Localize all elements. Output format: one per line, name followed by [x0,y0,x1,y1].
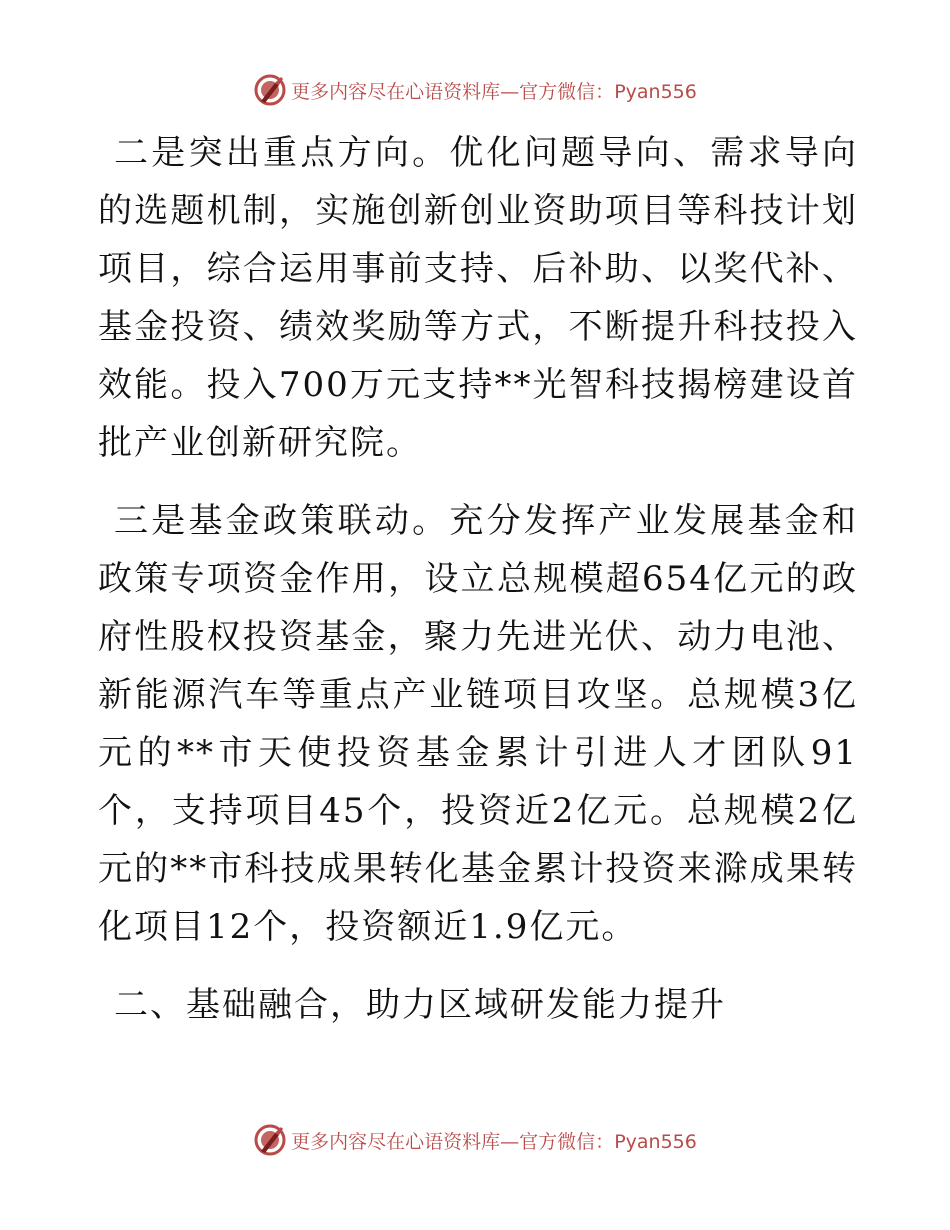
section-heading: 二、基础融合，助力区域研发能力提升 [114,985,726,1025]
banner-text [291,77,697,104]
banner-text [291,1127,697,1154]
banner-separator: — [500,1130,520,1153]
quill-logo-icon [253,1123,287,1157]
quill-logo-icon [253,73,287,107]
footer-banner [0,1120,950,1160]
banner-wechat-id: Pyan556 [614,1130,697,1153]
banner-wechat-label: 官方微信： [519,1130,615,1153]
document-body [98,124,858,1034]
paragraph-1: 二是突出重点方向。优化问题导向、需求导向的选题机制，实施创新创业资助项目等科技计划项目，综合运用事前支持、后补助、以奖代补、基金投资、绩效奖励等方式，不断提升科技投入效能。投入700万元支持**光智科技揭榜建设首批产业创新研究院。 [98,133,858,463]
header-banner [0,70,950,110]
banner-wechat-id: Pyan556 [614,80,697,103]
paragraph-2: 三是基金政策联动。充分发挥产业发展基金和政策专项资金作用，设立总规模超654亿元的政府性股权投资基金，聚力先进光伏、动力电池、新能源汽车等重点产业链项目攻坚。总规模3亿元的**市天使投资基金累计引进人才团队91个，支持项目45个，投资近2亿元。总规模2亿元的**市科技成果转化基金累计投资来滁成果转化项目12个，投资额近1.9亿元。 [98,501,858,947]
banner-separator: — [500,80,520,103]
banner-site-text: 更多内容尽在心语资料库 [291,1130,501,1153]
banner-wechat-label: 官方微信： [519,80,615,103]
banner-site-text: 更多内容尽在心语资料库 [291,80,501,103]
